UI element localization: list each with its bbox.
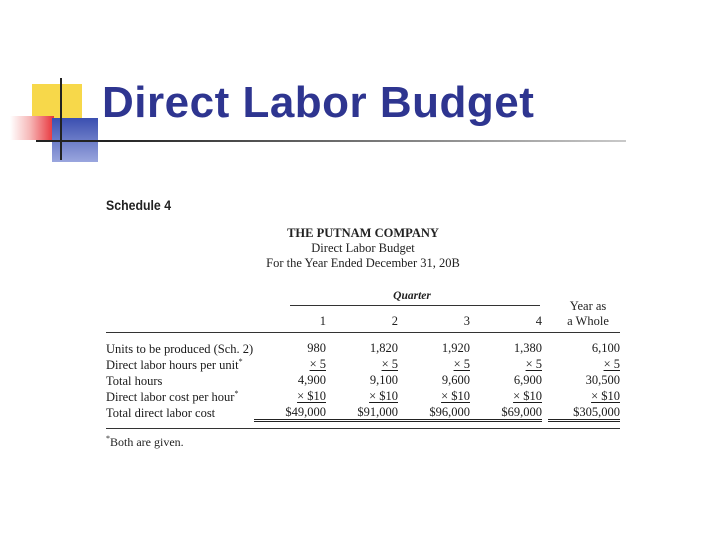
table-cell: × $10 xyxy=(591,389,620,403)
row-label-footnote-mark: * xyxy=(234,389,239,398)
table-cell: × 5 xyxy=(381,357,398,371)
table-cell: 1,920 xyxy=(441,341,470,355)
column-header-year-top: Year as xyxy=(569,299,607,313)
row-label xyxy=(106,373,162,389)
slide-title: Direct Labor Budget xyxy=(102,78,535,127)
quarter-rule xyxy=(290,305,540,306)
table-cell: × 5 xyxy=(603,357,620,371)
table-cell: $49,000 xyxy=(254,405,326,422)
table-cell: $69,000 xyxy=(470,405,542,422)
column-header-q4: 4 xyxy=(535,314,542,328)
table-cell: × $10 xyxy=(369,389,398,403)
table-cell: $305,000 xyxy=(548,405,620,422)
table-top-rule xyxy=(106,332,620,333)
footnote-star: * xyxy=(106,434,110,443)
table-row xyxy=(106,341,620,357)
table-cell: × 5 xyxy=(453,357,470,371)
row-label xyxy=(106,405,215,421)
title-underline xyxy=(36,140,626,142)
row-label xyxy=(106,341,253,357)
table-cell: 9,600 xyxy=(441,373,470,387)
row-label xyxy=(106,357,243,373)
budget-title: Direct Labor Budget xyxy=(311,241,415,255)
row-label-text: Units to be produced (Sch. 2) xyxy=(106,342,254,357)
table-cell: × $10 xyxy=(441,389,470,403)
column-header-q3: 3 xyxy=(463,314,470,328)
table-cell: 6,100 xyxy=(591,341,620,355)
column-header-q1: 1 xyxy=(319,314,326,328)
table-cell: $96,000 xyxy=(398,405,470,422)
table-row xyxy=(106,405,620,421)
column-header-q2: 2 xyxy=(391,314,398,328)
table-bottom-rule xyxy=(106,428,620,429)
table-cell: $91,000 xyxy=(326,405,398,422)
table-cell: 30,500 xyxy=(585,373,620,387)
table-cell: × 5 xyxy=(525,357,542,371)
table-cell: 9,100 xyxy=(369,373,398,387)
row-label-text: Direct labor hours per unit xyxy=(106,358,239,373)
table-cell: 6,900 xyxy=(513,373,542,387)
table-cell: 1,380 xyxy=(513,341,542,355)
table-cell: 4,900 xyxy=(297,373,326,387)
schedule-label: Schedule 4 xyxy=(106,197,172,213)
column-header-year-bottom: a Whole xyxy=(567,314,609,328)
table-row xyxy=(106,373,620,389)
footnote xyxy=(106,434,184,450)
row-label-text: Total direct labor cost xyxy=(106,406,216,421)
row-label-footnote-mark: * xyxy=(238,357,243,366)
table-cell: × 5 xyxy=(309,357,326,371)
table-cell: 1,820 xyxy=(369,341,398,355)
logo-vertical-line xyxy=(60,78,62,160)
logo-red-bar xyxy=(10,116,54,140)
row-label-text: Total hours xyxy=(106,374,163,389)
table-cell: 980 xyxy=(307,341,326,355)
row-label-text: Direct labor cost per hour xyxy=(106,390,235,405)
company-name: THE PUTNAM COMPANY xyxy=(287,226,439,240)
row-label xyxy=(106,389,238,405)
table-cell: × $10 xyxy=(513,389,542,403)
table-cell: × $10 xyxy=(297,389,326,403)
table-row xyxy=(106,389,620,405)
table-row xyxy=(106,357,620,373)
quarter-group-label: Quarter xyxy=(393,290,431,302)
budget-period: For the Year Ended December 31, 20B xyxy=(266,256,460,270)
footnote-text: Both are given. xyxy=(110,435,184,449)
